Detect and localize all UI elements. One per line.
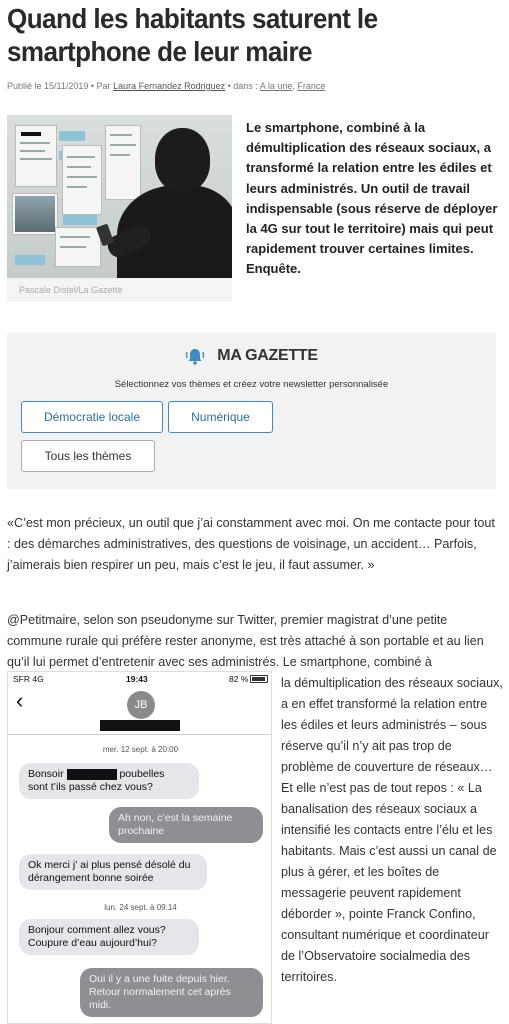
category-link-une[interactable]: A la une bbox=[259, 81, 293, 91]
conversation bbox=[8, 734, 272, 1024]
back-chevron-icon: ‹ bbox=[16, 688, 24, 713]
incoming-message: Bonjour comment allez vous? Coupure d’eau aujourd’hui? bbox=[19, 919, 199, 955]
message-card-graphic bbox=[55, 227, 101, 267]
message-date: lun. 24 sept. à 09:14 bbox=[104, 903, 177, 912]
category-link-france[interactable]: France bbox=[297, 81, 326, 91]
all-themes-button[interactable]: Tous les thèmes bbox=[21, 440, 155, 472]
article-title: Quand les habitants saturent le smartphone de leur maire bbox=[7, 3, 378, 67]
message-card-graphic bbox=[105, 125, 141, 200]
battery-icon bbox=[250, 675, 268, 683]
author-link[interactable]: Laura Fernandez Rodriguez bbox=[113, 81, 226, 91]
sms-screenshot bbox=[7, 671, 272, 1024]
meta-in: • dans : bbox=[225, 81, 260, 91]
hero-image bbox=[7, 115, 232, 278]
article-paragraph-2: @Petitmaire, selon son pseudonyme sur Twitter, premier magistrat d’une petite commune rurale qui préfère rester anonyme, est très attaché à son portable et au lien qu’il lui permet d’entretenir avec ses administrés. Le smartphone, combiné à bbox=[7, 613, 484, 669]
outgoing-message: Oui il y a une fuite depuis hier. Retour normalement cet après midi. bbox=[80, 968, 263, 1017]
message-date: mer. 12 sept. à 20:00 bbox=[102, 745, 179, 754]
street-photo-graphic bbox=[12, 193, 58, 235]
gazette-subtitle: Sélectionnez vos thèmes et créez votre newsletter personnalisée bbox=[114, 379, 389, 390]
gazette-header bbox=[7, 346, 496, 366]
contact-avatar: JB bbox=[127, 691, 155, 719]
person-head-silhouette bbox=[155, 128, 210, 192]
theme-button-numerique[interactable]: Numérique bbox=[168, 401, 273, 433]
battery-level: 82 % bbox=[229, 674, 249, 684]
article-meta bbox=[7, 81, 325, 91]
article-paragraph-1: «C’est mon précieux, un outil que j’ai constamment avec moi. On me contacte pour tout : des démarches administratives, des questions de voisinage, un accident… Parfois, j’aimerais bien respirer un peu, mais c’est le jeu, il faut assumer. » bbox=[7, 516, 495, 572]
incoming-message: Ok merci j’ ai plus pensé désolé du dérangement bonne soirée bbox=[19, 854, 207, 890]
message-card-graphic bbox=[15, 125, 57, 187]
photo-credit: Pascale Distel/La Gazette bbox=[7, 278, 232, 302]
meta-published: Publié le 15/11/2019 • Par bbox=[7, 81, 114, 91]
redacted-contact-name bbox=[100, 720, 180, 731]
theme-button-democratie-locale[interactable]: Démocratie locale bbox=[21, 401, 163, 433]
carrier-label: SFR 4G bbox=[13, 674, 44, 684]
phone-status-bar bbox=[8, 672, 272, 686]
article-paragraph-3: la démultiplication des réseaux sociaux, a en effet transformé la relation entre les édiles et leurs administrés – sous réserve qu’il n’y ait pas trop de problème de couverture de réseaux… Et elle n’est pas de tout repos : « La banalisation des réseaux sociaux a intensifié les contacts entre l’élu et les habitants. Mais c’est aussi un canal de plus à gérer, et les boîtes de messagerie peuvent rapidement déborder », pointe Franck Confino, consultant numérique et coordinateur de l’Observatoire socialmedia des territoires. bbox=[281, 676, 503, 984]
gazette-title: MA GAZETTE bbox=[217, 347, 318, 364]
phone-time: 19:43 bbox=[126, 674, 148, 684]
bell-icon bbox=[185, 346, 205, 366]
incoming-message: Bonsoir poubelles sont t’ils passé chez vous? bbox=[19, 763, 199, 799]
message-card-graphic bbox=[62, 145, 102, 215]
ma-gazette-box bbox=[7, 333, 496, 489]
article-lead: Le smartphone, combiné à la démultiplication des réseaux sociaux, a transformé la relation entre les édiles et leurs administrés. Un outil de travail indispensable (sous réserve de déployer la 4G sur tout le territoire) mais qui peut rapidement trouver certaines limites. Enquête. bbox=[246, 120, 498, 277]
meta-sep: , bbox=[292, 81, 298, 91]
outgoing-message: Ah non, c’est la semaine prochaine bbox=[109, 807, 263, 843]
redacted-name bbox=[67, 769, 117, 780]
